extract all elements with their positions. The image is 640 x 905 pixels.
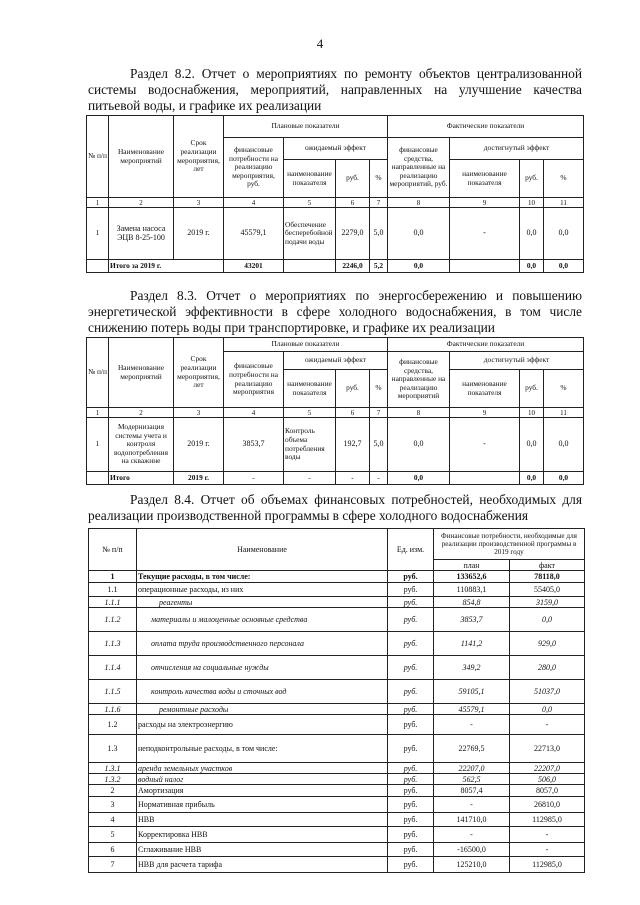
cell: НВВ — [137, 813, 388, 827]
hdr-fin-need: финансовые потребности на реализацию мероприятия — [224, 352, 284, 408]
table-row — [87, 208, 584, 260]
cell: 45579,1 — [434, 704, 510, 715]
cell: руб. — [388, 704, 434, 715]
cell: 110883,1 — [434, 583, 510, 597]
hdr-pct: % — [544, 370, 584, 408]
cell: 1.3.2 — [89, 774, 137, 785]
col-num: 6 — [336, 198, 370, 208]
cell: руб. — [388, 843, 434, 857]
cell: 7 — [89, 857, 137, 873]
cell: руб. — [388, 774, 434, 785]
cell: 1.1.4 — [89, 656, 137, 680]
cell: 1.1.6 — [89, 704, 137, 715]
cell: 1 — [87, 418, 109, 472]
cell: отчисления на социальные нужды — [137, 656, 388, 680]
cell: руб. — [388, 827, 434, 843]
col-num: 9 — [450, 198, 520, 208]
hdr-expected: ожидаемый эффект — [284, 138, 388, 160]
cell: 6 — [89, 843, 137, 857]
col-num: 3 — [174, 408, 224, 418]
hdr-unit: Ед. изм. — [388, 529, 434, 571]
page-number: 4 — [316, 36, 324, 51]
table-row — [89, 583, 585, 597]
cell: - — [336, 472, 370, 485]
table-row — [89, 857, 585, 873]
cell: 2279,0 — [336, 208, 370, 260]
cell: - — [510, 843, 585, 857]
total-label: Итого за 2019 г. — [109, 260, 224, 273]
cell: - — [370, 472, 388, 485]
cell: руб. — [388, 715, 434, 735]
total-row — [87, 472, 584, 485]
cell: 0,0 — [388, 472, 450, 485]
cell: 3 — [89, 797, 137, 813]
cell: руб. — [388, 763, 434, 774]
cell: 562,5 — [434, 774, 510, 785]
cell: 1.1.2 — [89, 608, 137, 632]
cell: Обеспечение бесперебойной подачи воды — [284, 208, 336, 260]
cell: - — [434, 827, 510, 843]
hdr-planned: Плановые показатели — [224, 338, 388, 352]
cell: 0,0 — [520, 472, 544, 485]
table-row — [89, 797, 585, 813]
cell: 0,0 — [520, 208, 544, 260]
cell: - — [450, 208, 520, 260]
hdr-name: Наименование мероприятий — [109, 338, 174, 408]
cell: руб. — [388, 797, 434, 813]
cell: 1.3 — [89, 735, 137, 763]
cell: оплата труда производственного персонала — [137, 632, 388, 656]
cell: 1.3.1 — [89, 763, 137, 774]
col-num: 1 — [87, 198, 109, 208]
cell: ремонтные расходы — [137, 704, 388, 715]
table-row — [89, 813, 585, 827]
cell: 2019 г. — [174, 472, 224, 485]
table-row — [89, 827, 585, 843]
cell: 78118,0 — [510, 571, 585, 583]
cell: руб. — [388, 632, 434, 656]
cell: 1 — [87, 208, 109, 260]
cell: - — [434, 797, 510, 813]
hdr-planned: Плановые показатели — [224, 116, 388, 138]
cell: руб. — [388, 597, 434, 608]
cell: 125210,0 — [434, 857, 510, 873]
cell: 0,0 — [510, 704, 585, 715]
col-num: 11 — [544, 198, 584, 208]
cell: 2 — [89, 785, 137, 797]
section-8-2-table — [86, 115, 584, 273]
section-8-3-table — [86, 337, 584, 485]
cell: 929,0 — [510, 632, 585, 656]
table-row — [89, 774, 585, 785]
cell: руб. — [388, 656, 434, 680]
cell: 2019 г. — [174, 418, 224, 472]
cell: 112985,0 — [510, 813, 585, 827]
hdr-rub: руб. — [336, 370, 370, 408]
cell: руб. — [388, 813, 434, 827]
table-row — [89, 571, 585, 583]
cell: 854,8 — [434, 597, 510, 608]
cell: 1.1 — [89, 583, 137, 597]
col-num: 2 — [109, 408, 174, 418]
hdr-rub: руб. — [520, 370, 544, 408]
cell: НВВ для расчета тарифа — [137, 857, 388, 873]
col-num: 6 — [336, 408, 370, 418]
cell: 5,0 — [370, 208, 388, 260]
cell: реагенты — [137, 597, 388, 608]
cell: 5 — [89, 827, 137, 843]
hdr-rub: руб. — [336, 160, 370, 198]
hdr-ind-name: наименование показателя — [450, 370, 520, 408]
cell: Нормативная прибыль — [137, 797, 388, 813]
cell: расходы на электроэнергию — [137, 715, 388, 735]
col-num: 5 — [284, 198, 336, 208]
cell: 0,0 — [388, 418, 450, 472]
total-label: Итого — [109, 472, 174, 485]
hdr-num: № п/п — [87, 116, 109, 198]
cell: 112985,0 — [510, 857, 585, 873]
cell: 4 — [89, 813, 137, 827]
hdr-achieved: достигнутый эффект — [450, 138, 584, 160]
col-num: 8 — [388, 198, 450, 208]
cell: 1.1.5 — [89, 680, 137, 704]
col-num: 8 — [388, 408, 450, 418]
hdr-term: Срок реализации мероприятия, лет — [174, 338, 224, 408]
cell: - — [510, 715, 585, 735]
cell: Замена насоса ЭЦВ 8-25-100 — [109, 208, 174, 260]
table-row — [89, 597, 585, 608]
hdr-fact: факт — [510, 560, 585, 571]
table-row — [89, 680, 585, 704]
cell: 0,0 — [544, 260, 584, 273]
cell: 280,0 — [510, 656, 585, 680]
hdr-num: № п/п — [89, 529, 137, 571]
cell: 1.2 — [89, 715, 137, 735]
section-8-3-heading: Раздел 8.3. Отчет о мероприятиях по энергосбережению и повышению энергетической эффективности в сфере холодного водоснабжения, в том числе снижению потерь воды при транспортировке, и графике их реализации — [88, 288, 582, 335]
hdr-rub: руб. — [520, 160, 544, 198]
cell: 22207,0 — [510, 763, 585, 774]
cell: 43201 — [224, 260, 284, 273]
cell: 1.1.1 — [89, 597, 137, 608]
table-row — [89, 843, 585, 857]
col-num: 3 — [174, 198, 224, 208]
hdr-name: Наименование — [137, 529, 388, 571]
cell: руб. — [388, 680, 434, 704]
cell: 2019 г. — [174, 208, 224, 260]
hdr-ind-name: наименование показателя — [284, 160, 336, 198]
cell: - — [434, 715, 510, 735]
cell: контроль качества воды и сточных вод — [137, 680, 388, 704]
cell: 45579,1 — [224, 208, 284, 260]
cell: 5,2 — [370, 260, 388, 273]
cell: 8057,0 — [510, 785, 585, 797]
cell: 8057,4 — [434, 785, 510, 797]
cell: 55405,0 — [510, 583, 585, 597]
cell: аренда земельных участков — [137, 763, 388, 774]
cell: 22713,0 — [510, 735, 585, 763]
hdr-actual: Фактические показатели — [388, 338, 584, 352]
hdr-ind-name: наименование показателя — [450, 160, 520, 198]
cell: Модернизация системы учета и контроля водопотребления на скважине — [109, 418, 174, 472]
cell: 3853,7 — [224, 418, 284, 472]
cell: неподконтрольные расходы, в том числе: — [137, 735, 388, 763]
table-row — [89, 735, 585, 763]
total-row — [87, 260, 584, 273]
cell: 1.1.3 — [89, 632, 137, 656]
section-8-2-heading: Раздел 8.2. Отчет о мероприятиях по ремонту объектов централизованной системы водоснабжения, мероприятий, направленных на улучшение качества питьевой воды, и графике их реализации — [88, 66, 582, 113]
col-num: 7 — [370, 198, 388, 208]
col-num: 5 — [284, 408, 336, 418]
cell: руб. — [388, 571, 434, 583]
hdr-fin-means: финансовые средства, направленные на реализацию мероприятий — [388, 352, 450, 408]
cell: операционные расходы, из них — [137, 583, 388, 597]
hdr-actual: Фактические показатели — [388, 116, 584, 138]
cell: 22207,0 — [434, 763, 510, 774]
cell: 192,7 — [336, 418, 370, 472]
cell: - — [510, 827, 585, 843]
hdr-fin-need: финансовые потребности на реализацию мероприятия, руб. — [224, 138, 284, 198]
cell: 1141,2 — [434, 632, 510, 656]
cell: руб. — [388, 608, 434, 632]
hdr-fin-means: финансовые средства, направленные на реализацию мероприятий, руб. — [388, 138, 450, 198]
table-row — [89, 785, 585, 797]
table-row — [89, 715, 585, 735]
cell: 22769,5 — [434, 735, 510, 763]
cell: 2246,0 — [336, 260, 370, 273]
cell: 133652,6 — [434, 571, 510, 583]
cell: 0,0 — [388, 260, 450, 273]
section-8-4-table — [88, 528, 585, 873]
hdr-expected: ожидаемый эффект — [284, 352, 388, 370]
cell: - — [284, 472, 336, 485]
table-row — [89, 608, 585, 632]
cell: Текущие расходы, в том числе: — [137, 571, 388, 583]
hdr-pct: % — [370, 370, 388, 408]
cell: водный налог — [137, 774, 388, 785]
cell: 0,0 — [520, 260, 544, 273]
col-num: 10 — [520, 408, 544, 418]
hdr-achieved: достигнутый эффект — [450, 352, 584, 370]
cell: Контроль объема потребления воды — [284, 418, 336, 472]
cell: 3159,0 — [510, 597, 585, 608]
cell: 0,0 — [520, 418, 544, 472]
table-row — [87, 418, 584, 472]
cell: 141710,0 — [434, 813, 510, 827]
table-row — [89, 704, 585, 715]
hdr-plan: план — [434, 560, 510, 571]
cell: 506,0 — [510, 774, 585, 785]
col-num: 7 — [370, 408, 388, 418]
hdr-pct: % — [544, 160, 584, 198]
table-row — [89, 656, 585, 680]
cell: 0,0 — [544, 208, 584, 260]
table-row — [89, 763, 585, 774]
hdr-term: Срок реализации мероприятия, лет — [174, 116, 224, 198]
col-num: 4 — [224, 198, 284, 208]
cell: 3853,7 — [434, 608, 510, 632]
cell: 0,0 — [388, 208, 450, 260]
cell: руб. — [388, 583, 434, 597]
cell: 26810,0 — [510, 797, 585, 813]
hdr-fin: Финансовые потребности, необходимые для реализации производственной программы в 2019 году — [434, 529, 585, 560]
col-num: 4 — [224, 408, 284, 418]
hdr-ind-name: наименование показателя — [284, 370, 336, 408]
cell: 59105,1 — [434, 680, 510, 704]
cell: руб. — [388, 785, 434, 797]
col-num: 10 — [520, 198, 544, 208]
hdr-pct: % — [370, 160, 388, 198]
cell: 1 — [89, 571, 137, 583]
cell: руб. — [388, 735, 434, 763]
cell: 51037,0 — [510, 680, 585, 704]
col-num: 9 — [450, 408, 520, 418]
col-num: 11 — [544, 408, 584, 418]
cell: руб. — [388, 857, 434, 873]
cell: Амортизация — [137, 785, 388, 797]
cell: - — [224, 472, 284, 485]
cell: - — [450, 418, 520, 472]
cell: 5,0 — [370, 418, 388, 472]
cell: 349,2 — [434, 656, 510, 680]
col-num: 2 — [109, 198, 174, 208]
cell: -16500,0 — [434, 843, 510, 857]
cell: 0,0 — [510, 608, 585, 632]
table-row — [89, 632, 585, 656]
cell: материалы и малоценные основные средства — [137, 608, 388, 632]
cell: Корректировка НВВ — [137, 827, 388, 843]
hdr-num: № п/п — [87, 338, 109, 408]
col-num: 1 — [87, 408, 109, 418]
hdr-name: Наименование мероприятий — [109, 116, 174, 198]
cell: 0,0 — [544, 472, 584, 485]
section-8-4-heading: Раздел 8.4. Отчет об объемах финансовых потребностей, необходимых для реализации производственной программы в сфере холодного водоснабжения — [88, 492, 582, 523]
cell: Сглаживание НВВ — [137, 843, 388, 857]
cell: 0,0 — [544, 418, 584, 472]
